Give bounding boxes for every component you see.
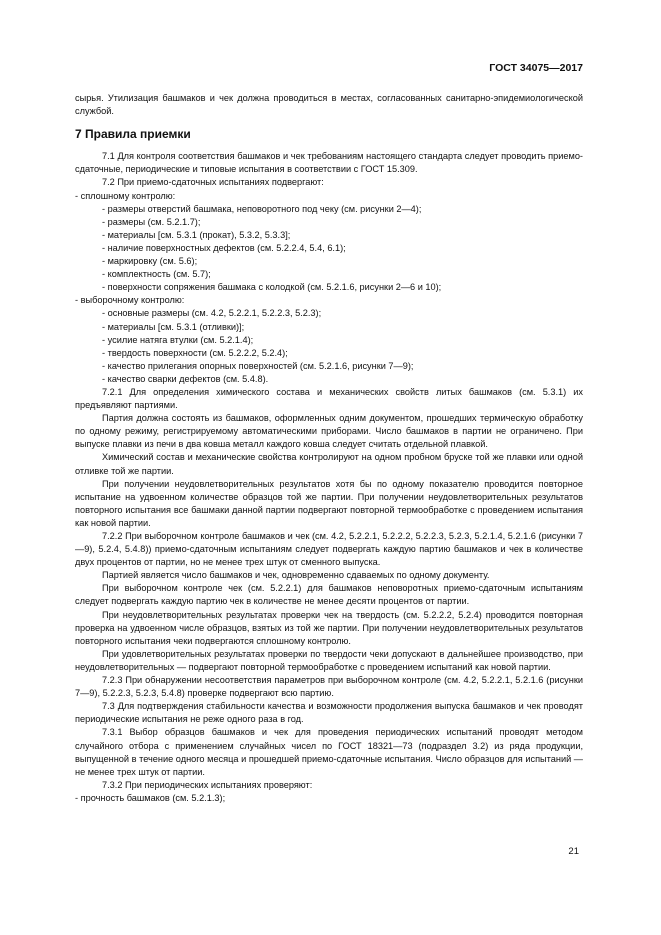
paragraph: При удовлетворительных результатах проверки по твердости чеки допускают в дальнейшее производство, при неудовлетворительных — подвергают повторной термообработке с проведением испытаний как новой партии. xyxy=(75,648,583,672)
paragraph: 7.3.2 При периодических испытаниях проверяют: xyxy=(102,779,313,790)
paragraph: 7.3.1 Выбор образцов башмаков и чек для проведения периодических испытаний проводят методом случайного отбора с применением случайных чисел по ГОСТ 18321—73 (подраздел 3.2) из ряда продукции, выпущенной в течение одного месяца и прошедшей приемо-сдаточные испытания. Число образцов для испытаний — не менее трех штук от партии. xyxy=(75,727,583,777)
page-number: 21 xyxy=(568,846,579,857)
sample-control-item: - качество сварки дефектов (см. 5.4.8). xyxy=(102,373,269,384)
full-control-label: - сплошному контролю: xyxy=(75,190,176,201)
paragraph: При неудовлетворительных результатах проверки чек на твердость (см. 5.2.2.2, 5.2.4) проводится повторная проверка на удвоенном числе образцов, взятых из той же партии. При получении неудовлетворительных результатов повторного испытания чеки подвергаются сплошному контролю. xyxy=(75,609,583,646)
sample-control-label: - выборочному контролю: xyxy=(75,295,185,306)
full-control-item: - маркировку (см. 5.6); xyxy=(102,256,198,267)
paragraph: Химический состав и механические свойства контролируют на одном пробном бруске той же плавки или одной отливке той же партии. xyxy=(75,452,583,476)
full-control-item: - поверхности сопряжения башмака с колодкой (см. 5.2.1.6, рисунки 2—6 и 10); xyxy=(102,282,442,293)
full-control-item: - наличие поверхностных дефектов (см. 5.2.2.4, 5.4, 6.1); xyxy=(102,242,346,253)
section-title xyxy=(75,128,583,141)
sample-control-item: - усилие натяга втулки (см. 5.2.1.4); xyxy=(102,334,254,345)
paragraph: При выборочном контроле чек (см. 5.2.2.1) для башмаков неповоротных приемо-сдаточным испытаниям следует подвергать каждую партию чек в количестве не менее десяти процентов от партии. xyxy=(75,583,583,607)
sample-control-item: - качество прилегания опорных поверхностей (см. 5.2.1.6, рисунки 7—9); xyxy=(102,360,414,371)
full-control-item: - материалы [см. 5.3.1 (прокат), 5.3.2, 5.3.3]; xyxy=(102,229,291,240)
sample-control-item: - основные размеры (см. 4.2, 5.2.2.1, 5.2.2.3, 5.2.3); xyxy=(102,308,322,319)
paragraph: 7.2.1 Для определения химического состава и механических свойств литых башмаков (см. 5.3.1) их предъявляют партиями. xyxy=(75,386,583,411)
page-body xyxy=(75,92,583,805)
full-control-item: - размеры отверстий башмака, неповоротного под чеку (см. рисунки 2—4); xyxy=(102,203,422,214)
standard-header: ГОСТ 34075—2017 xyxy=(489,62,583,74)
paragraph-list xyxy=(75,386,583,792)
paragraph: Партией является число башмаков и чек, одновременно сдаваемых по одному документу. xyxy=(102,570,490,581)
paragraph-7-1: 7.1 Для контроля соответствия башмаков и чек требованиям настоящего стандарта следует проводить приемо-сдаточные, периодические и типовые испытания в соответствии с ГОСТ 15.309. xyxy=(75,151,583,175)
full-control-item: - размеры (см. 5.2.1.7); xyxy=(102,216,201,227)
paragraph: 7.2.2 При выборочном контроле башмаков и чек (см. 4.2, 5.2.2.1, 5.2.2.2, 5.2.2.3, 5.2.3, 5.2.1.4, 5.2.1.6 (рисунки 7—9), 5.2.4, 5.4.8)) приемо-сдаточным испытаниям следует подвергать каждую партию башмаков и чек в количестве двух процентов от партии, но не менее трех штук от сменного выпуска. xyxy=(75,531,583,568)
paragraph: 7.2.3 При обнаружении несоответствия параметров при выборочном контроле (см. 4.2, 5.2.2.1, 5.2.1.6 (рисунки 7—9), 5.2.2.3, 5.2.3, 5.4.8) проверке подвергают всю партию. xyxy=(75,675,583,699)
full-control-item: - комплектность (см. 5.7); xyxy=(102,269,211,280)
paragraph: 7.3 Для подтверждения стабильности качества и возможности продолжения выпуска башмаков и чек проводят периодические испытания не реже одного раза в год. xyxy=(75,701,583,725)
paragraph: При получении неудовлетворительных результатов хотя бы по одному показателю проводится повторное испытание на удвоенном количестве образцов той же партии. При получении неудовлетворительных результатов повторного испытания все башмаки данной партии подвергают повторной термообработке с проведением испытания как новой партии. xyxy=(75,478,583,528)
sample-control-item: - материалы [см. 5.3.1 (отливки)]; xyxy=(102,321,245,332)
paragraph: Партия должна состоять из башмаков, оформленных одним документом, прошедших термическую обработку по одному режиму, регистрируемому автоматическими приборами. Число башмаков в партии не ограничено. При выпуске плавки из печи в два ковша металл каждого ковша следует считать отдельной плавкой. xyxy=(75,413,583,450)
section-title-text: 7 Правила приемки xyxy=(75,127,191,142)
last-list-item: - прочность башмаков (см. 5.2.1.3); xyxy=(75,792,226,803)
full-control-list xyxy=(75,203,583,295)
continuation-text: сырья. Утилизация башмаков и чек должна проводиться в местах, согласованных санитарно-эпидемиологической службой. xyxy=(75,93,583,117)
sample-control-item: - твердость поверхности (см. 5.2.2.2, 5.2.4); xyxy=(102,347,288,358)
paragraph-7-2: 7.2 При приемо-сдаточных испытаниях подвергают: xyxy=(102,177,324,188)
sample-control-list xyxy=(75,307,583,386)
